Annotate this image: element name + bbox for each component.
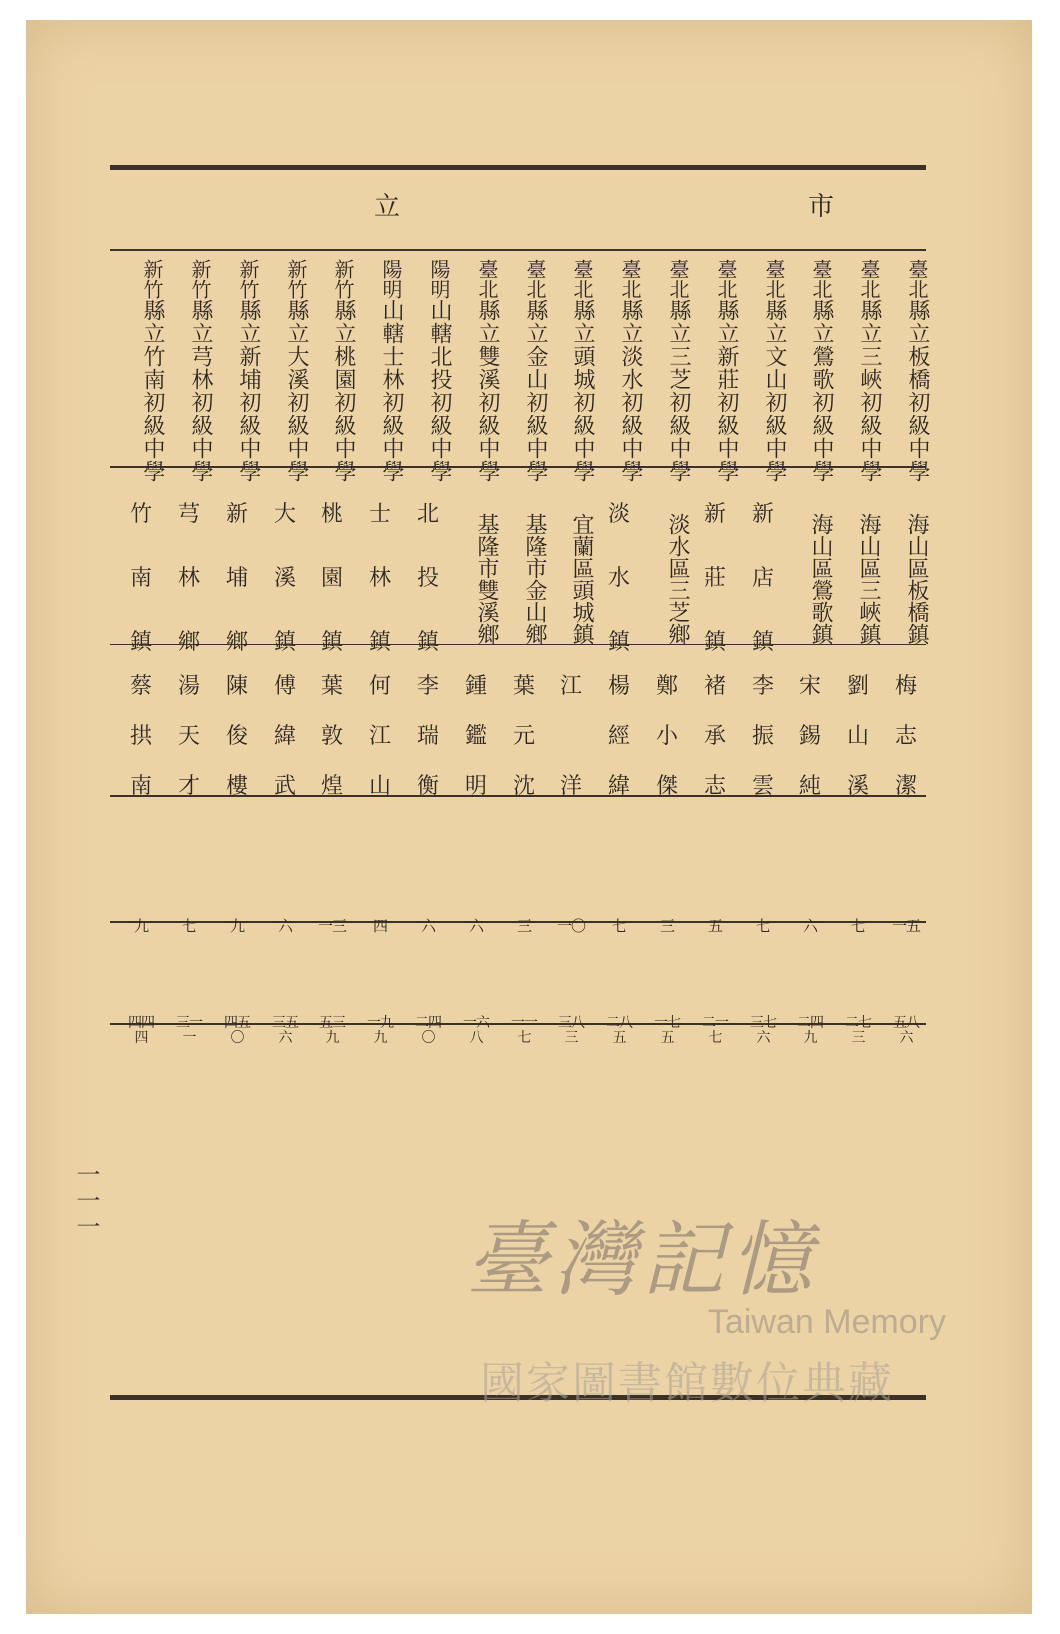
principal-char: 葉 [320,674,343,699]
school-name-prefix: 新竹 [284,259,308,299]
principal-char: 南 [129,774,152,799]
school-name-text: 縣立新莊初級中學 [714,299,739,483]
school-name-text: 縣立新埔初級中學 [236,299,261,483]
school-students [310,986,354,1046]
school-classes: 七 [850,917,865,935]
school-name-prefix: 新竹 [188,259,212,299]
school-name-prefix: 臺北 [714,259,738,299]
school-name-prefix: 陽明 [427,259,451,299]
school-location: 基隆市雙溪鄉 [474,513,499,645]
school-classes: 九 [229,917,244,935]
location-char: 芎 [177,502,200,527]
location-char: 鎮 [607,630,630,655]
school-name-prefix: 新竹 [236,259,260,299]
school-name-text: 縣立芎林初級中學 [188,299,213,483]
school-students [645,986,689,1046]
school-principal [884,676,928,798]
school-principal [358,676,402,798]
school-name-prefix: 陽明 [379,259,403,299]
location-char: 鄉 [225,630,248,655]
school-classes: 三 [659,917,674,935]
students-digits: 四 [134,1030,148,1046]
school-name [310,256,354,486]
school-students [502,986,546,1046]
school-classes: 七 [611,917,626,935]
school-location [215,504,259,654]
school-name-prefix: 新竹 [140,259,164,299]
school-name-text: 山轄北投初級中學 [427,299,452,483]
principal-char: 何 [368,674,391,699]
principal-char: 明 [464,774,487,799]
school-students [167,986,211,1046]
table-top-rule [110,249,926,251]
location-char: 鎮 [703,630,726,655]
school-location [358,504,402,654]
location-char: 士 [368,502,391,527]
school-name-text: 縣立桃園初級中學 [331,299,356,483]
school-name [502,256,546,486]
school-location [167,504,211,654]
students-digits: 七 [517,1030,531,1046]
location-char: 鄉 [177,630,200,655]
school-students [693,986,737,1046]
location-char: 鎮 [320,630,343,655]
school-students [597,986,641,1046]
school-location [119,504,163,654]
location-char: 新 [225,502,248,527]
school-principal [693,676,737,798]
header-left-char: 立 [374,192,401,222]
school-classes: 四 [372,917,387,935]
school-name-text: 縣立頭城初級中學 [570,299,595,483]
school-principal [406,676,450,798]
location-char: 溪 [273,566,296,591]
school-students [549,986,593,1046]
school-students [741,986,785,1046]
school-students [215,986,259,1046]
school-location [693,504,737,654]
school-principal [645,676,689,798]
principal-char: 樓 [225,774,248,799]
principal-char: 江 [368,724,391,749]
principal-char: 衡 [416,774,439,799]
school-students [788,986,832,1046]
principal-char: 江 [559,674,582,699]
location-char: 鎮 [751,630,774,655]
school-name [263,256,307,486]
students-digits: 二四 [797,1015,823,1031]
school-name [597,256,641,486]
principal-char: 經 [607,724,630,749]
school-students [119,986,163,1046]
principal-char: 梅 [894,674,917,699]
location-char: 鎮 [273,630,296,655]
school-principal [597,676,641,798]
principal-char: 雲 [751,774,774,799]
students-digits: 二四 [415,1015,441,1031]
school-classes: 五 [707,917,722,935]
location-char: 水 [607,566,630,591]
location-char: 大 [273,502,296,527]
principal-char: 才 [177,774,200,799]
watermark [466,1195,986,1425]
school-name-prefix: 臺北 [762,259,786,299]
principal-char: 李 [751,674,774,699]
location-char: 投 [416,566,439,591]
principal-char: 元 [512,724,535,749]
principal-char: 溪 [846,774,869,799]
school-name-text: 縣立淡水初級中學 [618,299,643,483]
students-digits: 四四 [128,1015,154,1031]
principal-char: 劉 [846,674,869,699]
students-digits: 六 [756,1030,770,1046]
principal-char: 陳 [225,674,248,699]
school-location: 海山區板橋鎮 [904,513,929,645]
school-principal [310,676,354,798]
principal-char: 鄭 [655,674,678,699]
school-name [454,256,498,486]
school-principal [836,676,880,798]
principal-char: 俊 [225,724,248,749]
principal-char: 鑑 [464,724,487,749]
principal-char: 武 [273,774,296,799]
school-name-text: 縣立雙溪初級中學 [475,299,500,483]
school-location: 宜蘭區頭城鎮 [569,513,594,645]
students-digits: 三七 [750,1015,776,1031]
school-name [884,256,928,486]
students-digits: 五 [660,1030,674,1046]
school-classes: 六 [420,917,435,935]
school-name [788,256,832,486]
school-name [549,256,593,486]
principal-char: 小 [655,724,678,749]
school-classes: 七 [181,917,196,935]
principal-char: 振 [751,724,774,749]
school-location [263,504,307,654]
students-digits: 二八 [606,1015,632,1031]
students-digits: 五三 [319,1015,345,1031]
location-char: 淡 [607,502,630,527]
school-principal [167,676,211,798]
school-name-text: 縣立金山初級中學 [523,299,548,483]
location-char: 鎮 [368,630,391,655]
school-location [741,504,785,654]
location-char: 店 [751,566,774,591]
school-name-prefix: 臺北 [809,259,833,299]
school-students [263,986,307,1046]
school-classes: 九 [133,917,148,935]
principal-char: 洋 [559,774,582,799]
school-name-text: 縣立文山初級中學 [762,299,787,483]
location-char: 北 [416,502,439,527]
school-students [836,986,880,1046]
school-classes: 六 [802,917,817,935]
students-digits: 六 [278,1030,292,1046]
scanned-page [26,20,1032,1614]
principal-char: 山 [368,774,391,799]
school-classes: 一三 [317,917,346,935]
principal-char: 承 [703,724,726,749]
school-name [406,256,450,486]
school-name [693,256,737,486]
principal-char: 山 [846,724,869,749]
location-char: 莊 [703,566,726,591]
school-principal [502,676,546,798]
principal-char: 蔡 [129,674,152,699]
school-classes: 三 [516,917,531,935]
school-name-text: 縣立三芝初級中學 [666,299,691,483]
page-number: 一一一 [72,1162,100,1240]
top-rule [110,165,926,170]
school-location [597,504,641,654]
school-location [406,504,450,654]
school-name [215,256,259,486]
students-digits: 〇 [421,1030,435,1046]
location-char: 新 [751,502,774,527]
students-digits: 一九 [367,1015,393,1031]
principal-char: 瑞 [416,724,439,749]
school-classes: 一五 [891,917,920,935]
location-char: 園 [320,566,343,591]
students-digits: 四五 [224,1015,250,1031]
principal-char: 李 [416,674,439,699]
location-char: 林 [177,566,200,591]
principal-char: 葉 [512,674,535,699]
school-principal [549,676,593,798]
principal-char: 緯 [273,724,296,749]
students-digits: 九 [803,1030,817,1046]
students-digits: 三八 [558,1015,584,1031]
watermark-chinese: 臺灣記憶 [466,1213,818,1308]
principal-char: 敦 [320,724,343,749]
principal-char: 沈 [512,774,535,799]
school-students [454,986,498,1046]
students-digits: 九 [325,1030,339,1046]
principal-char: 志 [703,774,726,799]
school-name-text: 縣立竹南初級中學 [140,299,165,483]
school-location: 海山區鶯歌鎮 [808,513,833,645]
school-principal [215,676,259,798]
students-digits: 一 [182,1030,196,1046]
school-name-text: 縣立大溪初級中學 [284,299,309,483]
school-name-prefix: 臺北 [905,259,929,299]
students-digits: 三一 [176,1015,202,1031]
principal-char: 褚 [703,674,726,699]
location-char: 竹 [129,502,152,527]
principal-char: 潔 [894,774,917,799]
school-location [310,504,354,654]
students-digits: 二一 [702,1015,728,1031]
school-name [741,256,785,486]
principal-char: 楊 [607,674,630,699]
principal-char: 緯 [607,774,630,799]
school-name-text: 縣立鶯歌初級中學 [809,299,834,483]
students-digits: 一六 [463,1015,489,1031]
students-digits: 三 [564,1030,578,1046]
school-students [884,986,928,1046]
watermark-english: Taiwan Memory [707,1303,946,1341]
principal-char: 宋 [798,674,821,699]
students-digits: 七 [708,1030,722,1046]
school-name-text: 縣立三峽初級中學 [857,299,882,483]
principal-char: 傅 [273,674,296,699]
location-char: 林 [368,566,391,591]
school-name-prefix: 臺北 [570,259,594,299]
school-name-prefix: 臺北 [618,259,642,299]
school-name-text: 縣立板橋初級中學 [905,299,930,483]
school-principal [788,676,832,798]
school-name [645,256,689,486]
school-location: 海山區三峽鎮 [856,513,881,645]
students-digits: 五八 [893,1015,919,1031]
school-name-text: 山轄士林初級中學 [379,299,404,483]
school-classes: 六 [468,917,483,935]
students-digits: 三五 [272,1015,298,1031]
school-principal [119,676,163,798]
principal-char: 錫 [798,724,821,749]
students-digits: 二七 [845,1015,871,1031]
principal-char: 煌 [320,774,343,799]
school-principal [454,676,498,798]
school-classes: 一〇 [556,917,585,935]
school-name [358,256,402,486]
location-char: 新 [703,502,726,527]
principal-char: 傑 [655,774,678,799]
school-students [358,986,402,1046]
location-char: 鎮 [129,630,152,655]
students-digits: 八 [469,1030,483,1046]
principal-char: 天 [177,724,200,749]
school-students [406,986,450,1046]
school-classes: 七 [755,917,770,935]
school-name-prefix: 臺北 [475,259,499,299]
location-char: 鎮 [416,630,439,655]
school-classes: 六 [277,917,292,935]
school-name-prefix: 臺北 [857,259,881,299]
school-location: 基隆市金山鄉 [522,513,547,645]
school-principal [263,676,307,798]
principal-char: 純 [798,774,821,799]
school-name [119,256,163,486]
school-name-prefix: 臺北 [523,259,547,299]
students-digits: 五 [612,1030,626,1046]
watermark-library: 國家圖書館數位典藏 [480,1358,894,1409]
students-digits: 三 [851,1030,865,1046]
students-digits: 九 [373,1030,387,1046]
principal-char: 拱 [129,724,152,749]
header-right-char: 市 [808,192,835,222]
school-location: 淡水區三芝鄉 [665,513,690,645]
principal-char: 志 [894,724,917,749]
principal-char: 鍾 [464,674,487,699]
students-digits: 六 [899,1030,913,1046]
location-char: 埔 [225,566,248,591]
students-digits: 一七 [654,1015,680,1031]
principal-char: 湯 [177,674,200,699]
school-principal [741,676,785,798]
students-digits: 一一 [511,1015,537,1031]
school-name-prefix: 臺北 [666,259,690,299]
school-name [167,256,211,486]
school-name [836,256,880,486]
students-digits: 〇 [230,1030,244,1046]
location-char: 南 [129,566,152,591]
location-char: 桃 [320,502,343,527]
school-name-prefix: 新竹 [331,259,355,299]
